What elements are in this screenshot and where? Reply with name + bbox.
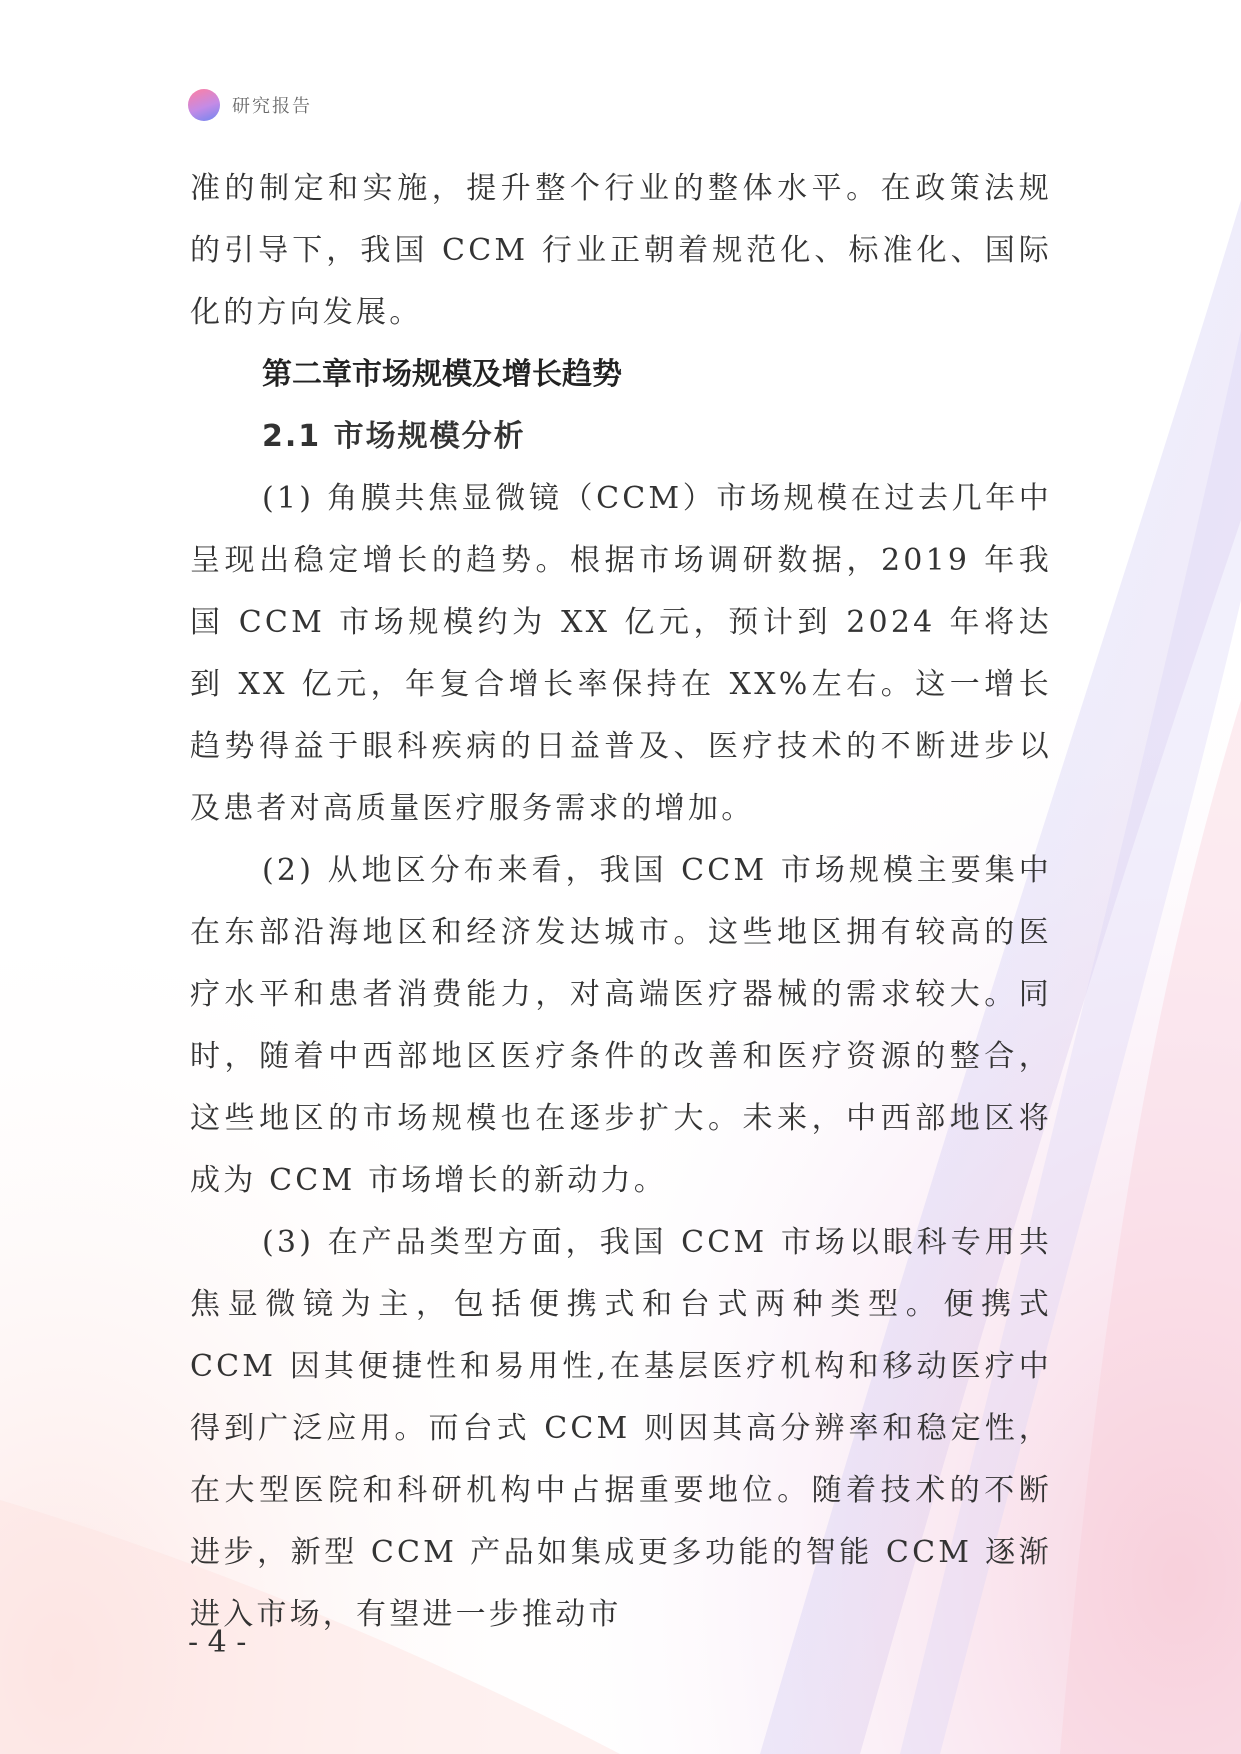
- section-title: 2.1 市场规模分析: [262, 419, 526, 454]
- paragraph-3: (3) 在产品类型方面，我国 CCM 市场以眼科专用共焦显微镜为主，包括便携式和台式两种类型。便携式 CCM 因其便捷性和易用性,在基层医疗机构和移动医疗中得到广泛应用。而台式 CCM 则因其高分辨率和稳定性，在大型医院和科研机构中占据重要地位。随着技术的不断进步，新型 CCM 产品如集成更多功能的智能 CCM 逐渐进入市场，有望进一步推动市: [190, 1225, 1052, 1632]
- report-header: [188, 88, 312, 122]
- chapter-title: 第二章市场规模及增长趋势: [262, 357, 622, 392]
- logo-circle-icon: [188, 89, 220, 121]
- intro-paragraph: 准的制定和实施，提升整个行业的整体水平。在政策法规的引导下，我国 CCM 行业正朝着规范化、标准化、国际化的方向发展。: [190, 171, 1052, 330]
- page-number: - 4 -: [188, 1625, 247, 1660]
- paragraph-2: (2) 从地区分布来看，我国 CCM 市场规模主要集中在东部沿海地区和经济发达城市。这些地区拥有较高的医疗水平和患者消费能力，对高端医疗器械的需求较大。同时，随着中西部地区医疗条件的改善和医疗资源的整合，这些地区的市场规模也在逐步扩大。未来，中西部地区将成为 CCM 市场增长的新动力。: [190, 853, 1052, 1198]
- header-label: 研究报告: [232, 96, 312, 117]
- paragraph-1: (1) 角膜共焦显微镜（CCM）市场规模在过去几年中呈现出稳定增长的趋势。根据市场调研数据，2019 年我国 CCM 市场规模约为 XX 亿元，预计到 2024 年将达到 XX 亿元，年复合增长率保持在 XX%左右。这一增长趋势得益于眼科疾病的日益普及、医疗技术的不断进步以及患者对高质量医疗服务需求的增加。: [190, 481, 1052, 826]
- document-body: [190, 158, 1052, 1646]
